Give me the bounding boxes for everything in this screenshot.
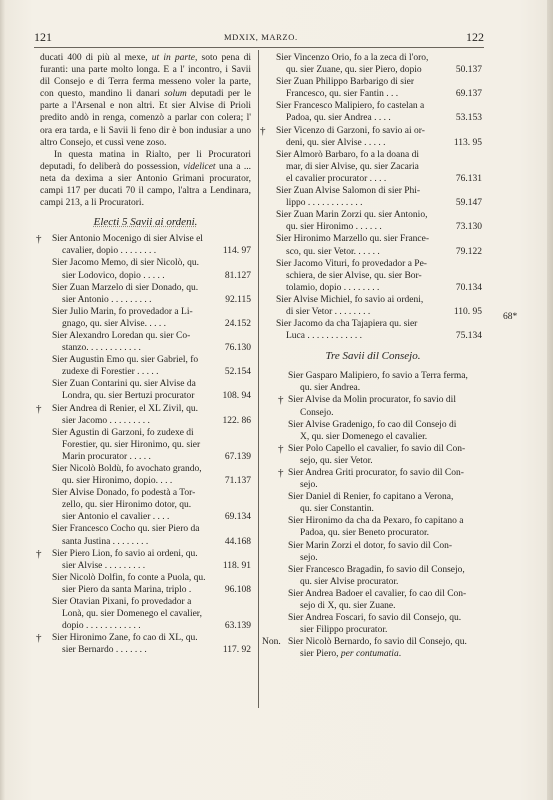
candidate-text: Sier Otavian Pixani, fo provedador a	[52, 597, 192, 608]
page-number-left: 121	[34, 30, 52, 44]
candidate-text: Francesco, qu. sier Fantin . . .	[286, 89, 399, 100]
candidate-text: el cavalier procurator . . . .	[286, 173, 387, 184]
candidate-text: Consejo.	[300, 407, 334, 418]
vote-count: 73.130	[455, 222, 482, 233]
vote-entry	[264, 233, 482, 257]
candidate-text: Sier Francesco Bragadin, fo savio dil Consejo,	[288, 564, 465, 575]
elected-mark: †	[260, 124, 266, 137]
candidate-text: schiera, de sier Alvise, qu. sier Bor-	[286, 270, 422, 281]
vote-entry	[264, 294, 482, 318]
candidate-text: Sier Francesco Cocho qu. sier Piero da	[52, 524, 200, 535]
vote-count: 71.137	[224, 476, 251, 487]
elected-mark: †	[278, 467, 284, 479]
candidate-text: stanzo. . . . . . . . . . . .	[62, 343, 141, 354]
candidate-text: Sier Daniel di Renier, fo capitano a Verona,	[288, 492, 454, 503]
right-column	[260, 52, 482, 661]
vote-count: 108. 94	[222, 391, 251, 402]
candidate-text: Sier Almorò Barbaro, fo a la doana di	[276, 149, 419, 160]
candidate-text: sier Bernardo . . . . . . .	[62, 645, 147, 656]
candidate-text: qu. sier Andrea.	[300, 383, 361, 394]
elected-mark: †	[36, 632, 42, 645]
vote-count: 59.147	[455, 198, 482, 209]
candidate-text: sejo di X, qu. sier Zuane.	[300, 601, 396, 612]
candidate-text: Sier Vicenzo di Garzoni, fo savio ai or-	[276, 125, 425, 136]
vote-count: 69.137	[455, 89, 482, 100]
vote-entry	[264, 52, 482, 76]
page-edge-left	[0, 0, 5, 800]
vote-count: 76.130	[224, 343, 251, 354]
candidate-text: Forestier, qu. sier Hironimo, qu. sier	[62, 439, 201, 450]
candidate-entry	[264, 564, 482, 588]
candidate-entry	[264, 370, 482, 394]
vote-count: 53.153	[455, 113, 482, 124]
vote-count: 44.168	[224, 536, 251, 547]
elected-mark: †	[36, 547, 42, 560]
candidate-text: Sier Jacomo Memo, di sier Nicolò, qu.	[52, 258, 199, 269]
candidate-text: Sier Nicolò Boldù, fo avochato grando,	[52, 464, 202, 474]
candidate-text: sier Alvise . . . . . . . . .	[62, 560, 146, 571]
vote-entry	[40, 596, 251, 632]
candidate-text: Sier Alvise Donado, fo podestà a Tor-	[52, 488, 196, 499]
vote-count: 75.134	[455, 331, 482, 342]
vote-entry	[40, 523, 251, 547]
vote-count: 113. 95	[453, 137, 482, 148]
candidate-text: Sier Alvise da Molin procurator, fo savio dil	[288, 395, 456, 406]
vote-entry	[264, 100, 482, 124]
candidate-entry	[264, 491, 482, 515]
candidate-text: Padoa, qu. sier Andrea . . . .	[286, 113, 391, 124]
candidate-text: sier Antonio . . . . . . . . .	[62, 294, 152, 305]
vote-entry	[36, 402, 251, 427]
vote-count: 69.134	[224, 512, 251, 523]
left-column	[36, 52, 252, 657]
intro-paragraph: ducati 400 di più al mexe, ut in parte, soto pena di furanti: una parte molto longa. E a l' incontro, i Savii dil Consejo e di Terra ferma messeno voler la parte, con questo, mandino li danari solum deputadi per le parte a l'Arsenal e non altri. Et sier Alvise di Prioli predito andò in renga, comenzò a parlar con colera; l' ora era tarda, e li Savii li feno dir è bon indusiar a uno altro Consejo, et cussì vene zoso.	[40, 53, 252, 148]
candidate-text: Sier Agustin di Garzoni, fo zudexe di	[52, 427, 194, 438]
candidate-text: sier Piero, per contumatia.	[300, 649, 402, 660]
vote-count: 81.127	[224, 270, 251, 281]
candidate-text: qu. sier Constantin.	[300, 504, 374, 515]
candidate-text: Sier Alexandro Loredan qu. sier Co-	[52, 330, 191, 341]
candidate-text: Sier Nicolò Dolfin, fo conte a Puola, qu.	[52, 572, 206, 583]
vote-entry	[40, 427, 251, 463]
vote-count: 92.115	[225, 294, 251, 305]
vote-count: 52.154	[224, 367, 251, 378]
candidate-text: Sier Andrea Foscari, fo savio dil Consejo, qu.	[288, 613, 462, 624]
candidate-text: Sier Nicolò Bernardo, fo savio dil Consejo, qu.	[288, 637, 467, 648]
candidate-entry	[264, 394, 482, 418]
candidate-text: sejo, qu. sier Vetor.	[300, 455, 373, 466]
candidate-text: qu. sier Hironimo . . . . . .	[286, 222, 382, 233]
vote-count: 67.139	[224, 451, 251, 462]
candidate-text: zudexe di Forestier . . . . .	[62, 367, 159, 378]
right-vote-list	[260, 52, 482, 342]
elected-mark: Non.	[262, 637, 281, 648]
vote-entry	[40, 463, 251, 487]
right-candidate-list	[264, 370, 482, 660]
candidate-text: Sier Andrea Griti procurator, fo savio dil Con-	[288, 468, 464, 478]
vote-entry	[40, 282, 251, 306]
candidate-text: Sier Vincenzo Orio, fo a la zeca di l'oro,	[276, 53, 429, 63]
vote-entry	[36, 547, 251, 572]
candidate-text: Sier Hironimo Zane, fo cao di XL, qu.	[52, 633, 198, 644]
candidate-text: Sier Alvise Gradenigo, fo cao dil Consejo di	[288, 419, 457, 430]
vote-entry	[40, 572, 251, 596]
candidate-text: Sier Zuan Marzelo di sier Donado, qu.	[52, 282, 199, 293]
candidate-text: Sier Augustin Emo qu. sier Gabriel, fo	[52, 355, 199, 366]
vote-count: 122. 86	[222, 415, 251, 426]
vote-count: 63.139	[224, 621, 251, 632]
candidate-text: zello, qu. sier Hironimo dotor, qu.	[62, 500, 192, 511]
candidate-entry	[264, 515, 482, 539]
candidate-text: Sier Hironimo Marzello qu. sier France-	[276, 234, 430, 245]
candidate-text: mar, di sier Alvise, qu. sier Zacaria	[286, 161, 419, 172]
candidate-text: di sier Vetor . . . . . . . .	[286, 306, 371, 317]
candidate-text: qu. sier Alvise procurator.	[300, 576, 399, 587]
candidate-text: Sier Julio Marin, fo provedador a Li-	[52, 306, 193, 317]
candidate-text: Sier Zuan Marin Zorzi qu. sier Antonio,	[276, 210, 428, 221]
vote-entry	[40, 378, 251, 402]
vote-entry	[264, 76, 482, 100]
candidate-text: X, qu. sier Domenego el cavalier.	[300, 431, 428, 442]
vote-entry	[40, 306, 251, 330]
header-rule	[34, 47, 484, 48]
candidate-entry	[264, 419, 482, 443]
candidate-text: sejo.	[300, 552, 318, 563]
candidate-text: sier Piero da santa Marina, triplo .	[62, 584, 192, 595]
candidate-text: cavalier, dopio . . . . . . . .	[62, 246, 157, 257]
candidate-entry	[264, 588, 482, 612]
candidate-text: sco, qu. sier Vetor. . . . . .	[286, 246, 380, 257]
vote-count: 70.134	[455, 282, 482, 293]
candidate-text: Sier Andrea di Renier, el XL Zivil, qu.	[52, 403, 198, 414]
candidate-text: Lonà, qu. sier Domenego el cavalier,	[62, 609, 202, 620]
vote-entry	[40, 330, 251, 354]
left-intro-text	[40, 52, 251, 209]
candidate-text: Sier Polo Capello el cavalier, fo savio dil Con-	[288, 443, 466, 454]
vote-entry	[40, 354, 251, 378]
candidate-text: santa Justina . . . . . . . .	[62, 536, 149, 547]
candidate-text: Sier Jacomo da cha Tajapiera qu. sier	[276, 319, 418, 330]
section-heading-savii-consejo: Tre Savii dil Consejo.	[325, 350, 421, 363]
candidate-text: Sier Piero Lion, fo savio ai ordeni, qu.	[52, 548, 198, 559]
candidate-text: qu. sier Zuane, qu. sier Piero, dopio	[286, 65, 422, 76]
column-divider	[258, 50, 259, 708]
candidate-text: Sier Andrea Badoer el cavalier, fo cao dil Con-	[288, 588, 467, 599]
candidate-text: Sier Marin Zorzi el dotor, fo savio dil Con-	[288, 540, 452, 551]
candidate-entry	[264, 540, 482, 564]
vote-count: 114. 97	[222, 246, 251, 257]
candidate-text: Sier Zuan Philippo Barbarigo di sier	[276, 77, 414, 88]
candidate-text: qu. sier Hironimo, dopio. . . .	[62, 476, 173, 487]
page-edge-right	[547, 0, 553, 800]
vote-entry	[36, 632, 251, 656]
vote-entry	[264, 318, 482, 342]
candidate-text: Sier Gasparo Malipiero, fo savio a Terra ferma,	[288, 371, 468, 382]
candidate-text: sier Filippo procurator.	[300, 625, 388, 636]
margin-note: 68*	[503, 312, 518, 322]
elected-mark: †	[36, 233, 42, 246]
candidate-text: sier Jacomo . . . . . . . . .	[62, 415, 150, 426]
vote-entry	[264, 185, 482, 209]
candidate-text: sier Antonio el cavalier . . . .	[62, 512, 170, 523]
elected-mark: †	[278, 442, 284, 455]
candidate-text: Sier Alvise Michiel, fo savio ai ordeni,	[276, 294, 424, 305]
candidate-text: Marin procurator . . . . .	[62, 451, 151, 462]
candidate-entry	[264, 612, 482, 636]
candidate-text: sejo.	[300, 480, 318, 491]
vote-count: 96.108	[224, 584, 251, 595]
vote-entry	[264, 258, 482, 294]
candidate-text: Luca . . . . . . . . . . . .	[286, 331, 362, 342]
intro-paragraph: In questa matina in Rialto, per li Procuratori deputadi, fo deliberà do possession, videlicet una a ... neta da dexima a sier Antonio Grimani procurator, campi 117 per ducati 70 il campo, l'altra a Lendinara, campi 213, a li Procuratori.	[40, 149, 251, 209]
vote-count: 79.122	[455, 246, 482, 257]
candidate-text: Londra, qu. sier Bertuzi procurator	[62, 391, 195, 402]
candidate-text: deni, qu. sier Alvise . . . . .	[286, 137, 386, 148]
vote-count: 110. 95	[453, 306, 482, 317]
vote-entry	[264, 209, 482, 233]
candidate-text: sier Lodovico, dopio . . . . .	[62, 270, 165, 281]
candidate-text: Sier Hironimo da cha da Pexaro, fo capitano a	[288, 516, 464, 527]
vote-entry	[264, 149, 482, 185]
candidate-text: Sier Antonio Mocenigo di sier Alvise el	[52, 234, 203, 245]
candidate-text: Sier Jacomo Vituri, fo provedador a Pe-	[276, 258, 427, 269]
vote-entry	[260, 124, 482, 149]
elected-mark: †	[278, 394, 284, 407]
vote-count: 76.131	[455, 173, 482, 184]
vote-count: 118. 91	[222, 560, 251, 571]
elected-mark: †	[36, 402, 42, 415]
vote-entry	[40, 257, 251, 281]
running-title: MDXIX, MARZO.	[224, 32, 298, 42]
running-header	[34, 30, 484, 46]
candidate-text: Sier Zuan Contarini qu. sier Alvise da	[52, 379, 196, 390]
candidate-entry	[264, 467, 482, 491]
candidate-text: tolamio, dopio . . . . . . . .	[286, 282, 380, 293]
candidate-text: dopio . . . . . . . . . . . .	[62, 621, 141, 632]
vote-entry	[36, 233, 251, 257]
candidate-entry	[264, 443, 482, 467]
left-vote-list	[36, 233, 251, 656]
vote-entry	[40, 487, 251, 523]
candidate-text: Sier Zuan Alvise Salomon di sier Phi-	[276, 186, 421, 197]
candidate-entry	[264, 636, 482, 660]
section-heading-savii-ordeni: Electi 5 Savii ai ordeni.	[93, 216, 198, 229]
candidate-text: gnago, qu. sier Alvise. . . . .	[62, 318, 166, 329]
candidate-text: Padoa, qu. sier Beneto procurator.	[300, 528, 430, 539]
candidate-text: lippo . . . . . . . . . . . .	[286, 198, 363, 209]
page-number-right: 122	[466, 30, 484, 44]
vote-count: 24.152	[224, 318, 251, 329]
candidate-text: Sier Francesco Malipiero, fo castelan a	[276, 101, 425, 112]
vote-count: 117. 92	[222, 645, 251, 656]
vote-count: 50.137	[455, 65, 482, 76]
